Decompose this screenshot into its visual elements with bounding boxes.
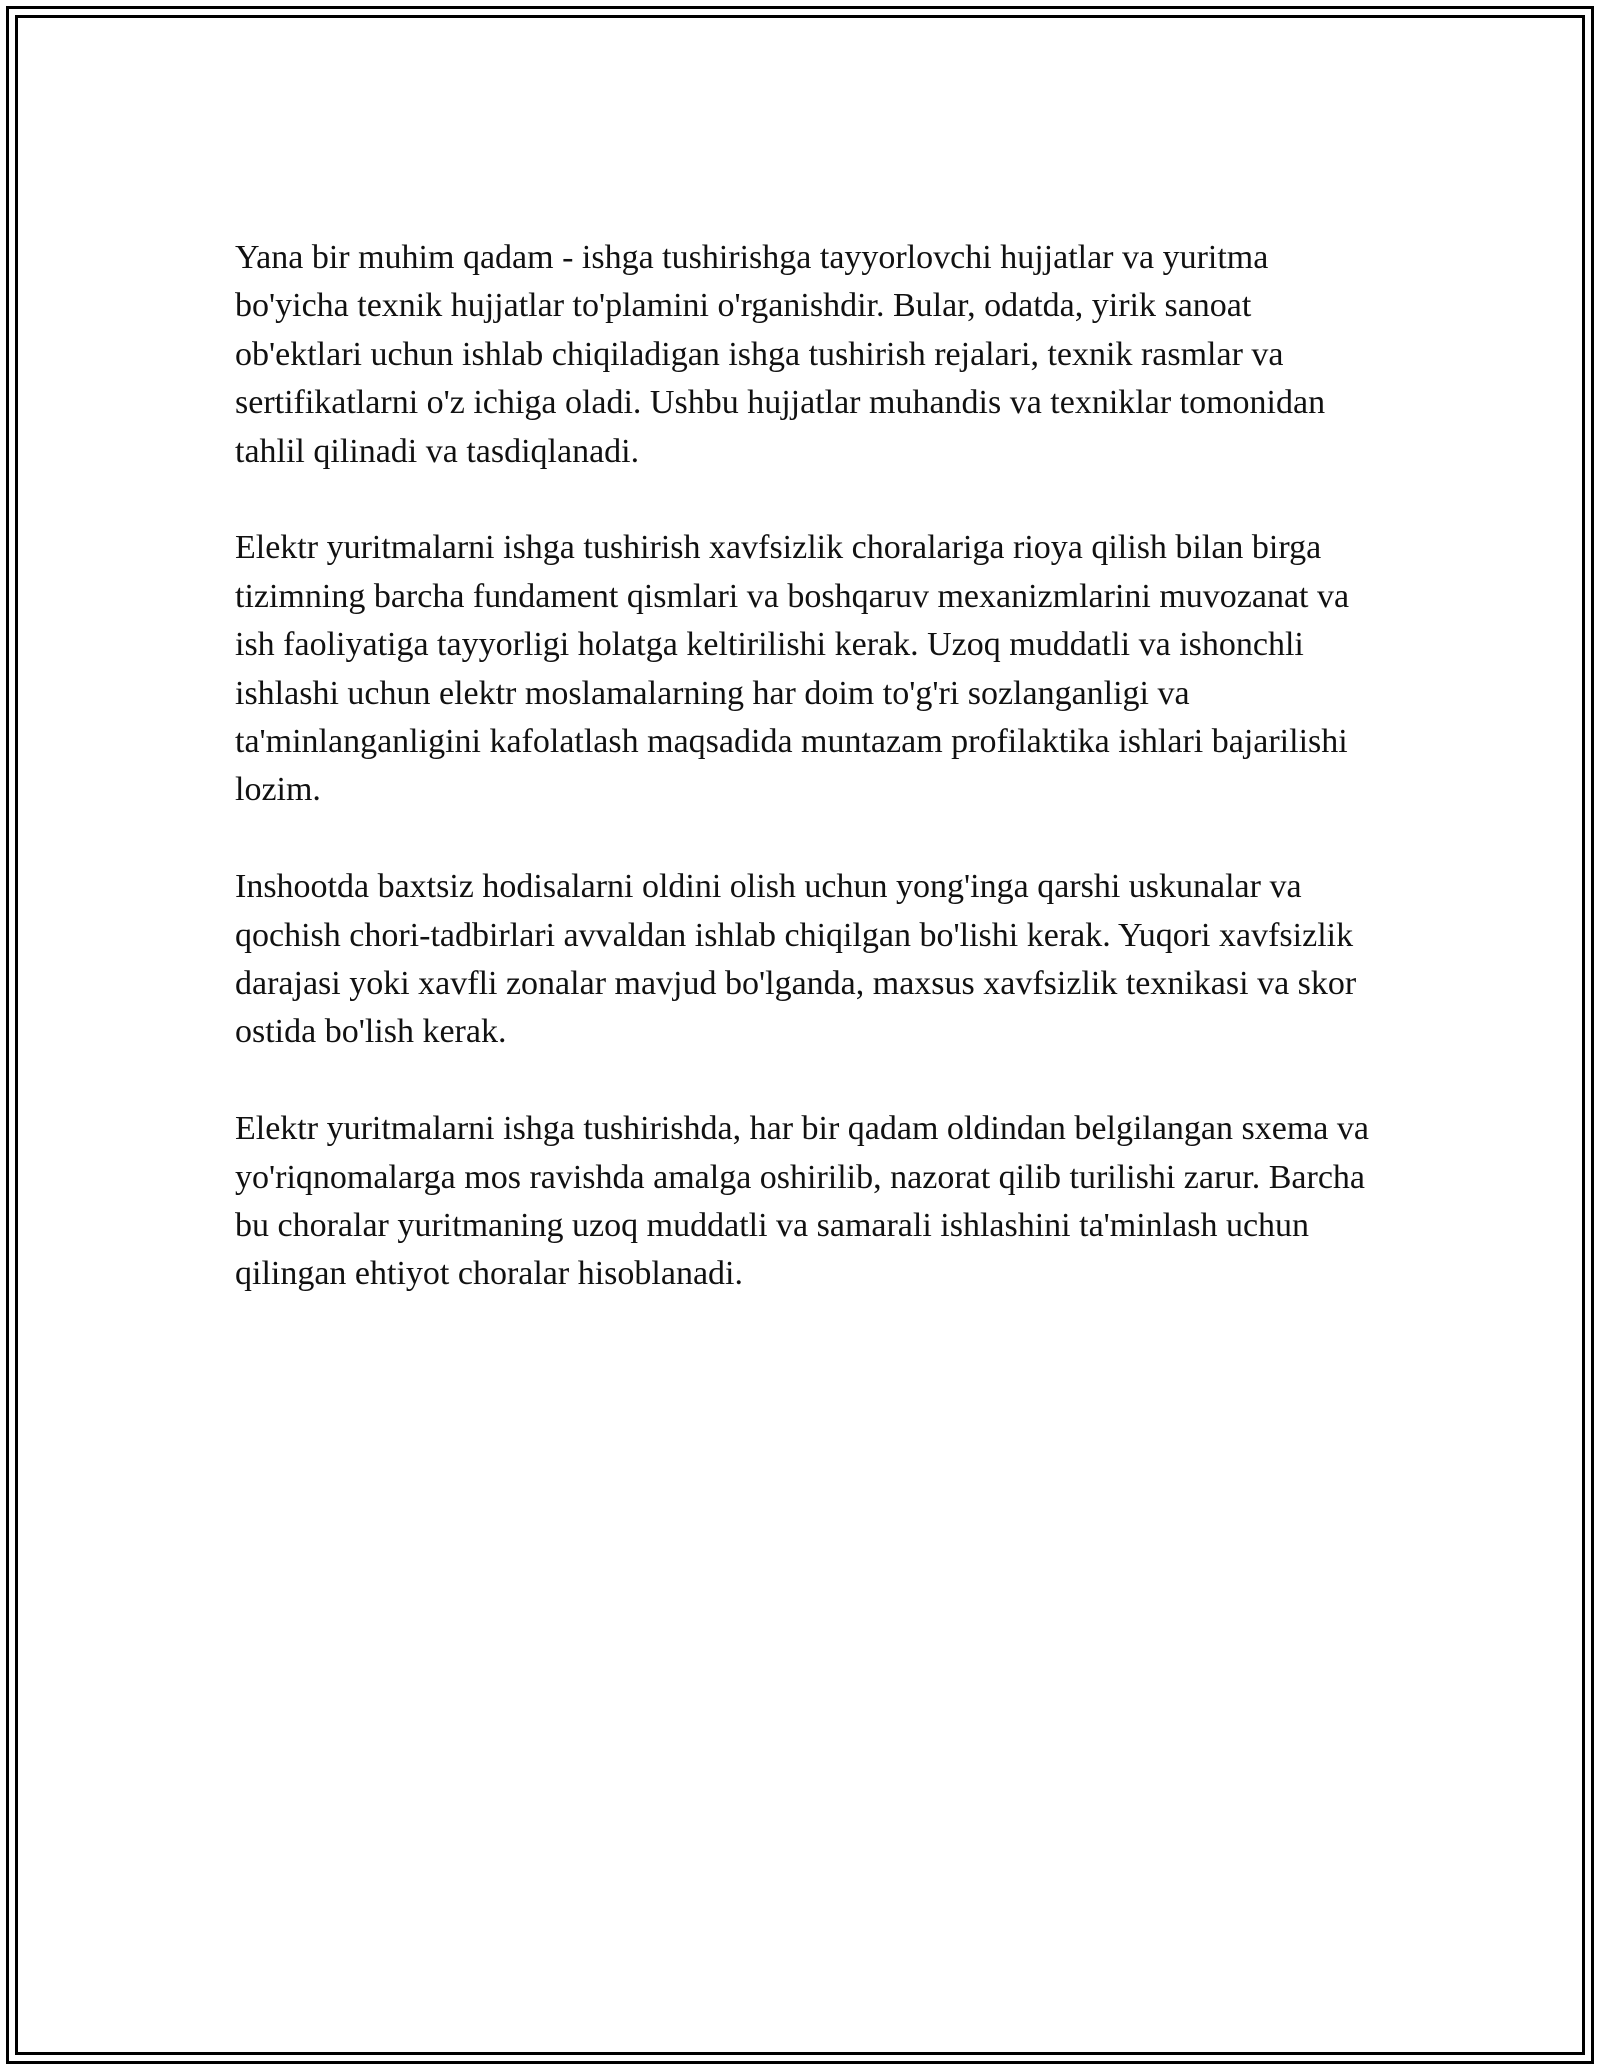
paragraph-3: Inshootda baxtsiz hodisalarni oldini olish uchun yong'inga qarshi uskunalar va qochish chori-tadbirlari avvaldan ishlab chiqilgan bo'lishi kerak. Yuqori xavfsizlik darajasi yoki xavfli zonalar mavjud bo'lganda, maxsus xavfsizlik texnikasi va skor ostida bo'lish kerak. — [235, 868, 1357, 1051]
paragraph-1: Yana bir muhim qadam - ishga tushirishga tayyorlovchi hujjatlar va yuritma bo'yicha texnik hujjatlar to'plamini o'rganishdir. Bular, odatda, yirik sanoat ob'ektlari uchun ishlab chiqiladigan ishga tushirish rejalari, texnik rasmlar va sertifikatlarni o'z ichiga oladi. Ushbu hujjatlar muhandis va texniklar tomonidan tahlil qilinadi va tasdiqlanadi. — [235, 239, 1326, 470]
document-body — [235, 234, 1375, 1347]
paragraph-2: Elektr yuritmalarni ishga tushirish xavfsizlik choralariga rioya qilish bilan birga tizimning barcha fundament qismlari va boshqaruv mexanizmlarini muvozanat va ish faoliyatiga tayyorligi holatga keltirilishi kerak. Uzoq muddatli va ishonchli ishlashi uchun elektr moslamalarning har doim to'g'ri sozlanganligi va ta'minlanganligini kafolatlash maqsadida muntazam profilaktika ishlari bajarilishi lozim. — [235, 529, 1350, 809]
paragraph-4: Elektr yuritmalarni ishga tushirishda, har bir qadam oldindan belgilangan sxema va yo'riqnomalarga mos ravishda amalga oshirilib, nazorat qilib turilishi zarur. Barcha bu choralar yuritmaning uzoq muddatli va samarali ishlashini ta'minlash uchun qilingan ehtiyot choralar hisoblanadi. — [235, 1110, 1369, 1293]
